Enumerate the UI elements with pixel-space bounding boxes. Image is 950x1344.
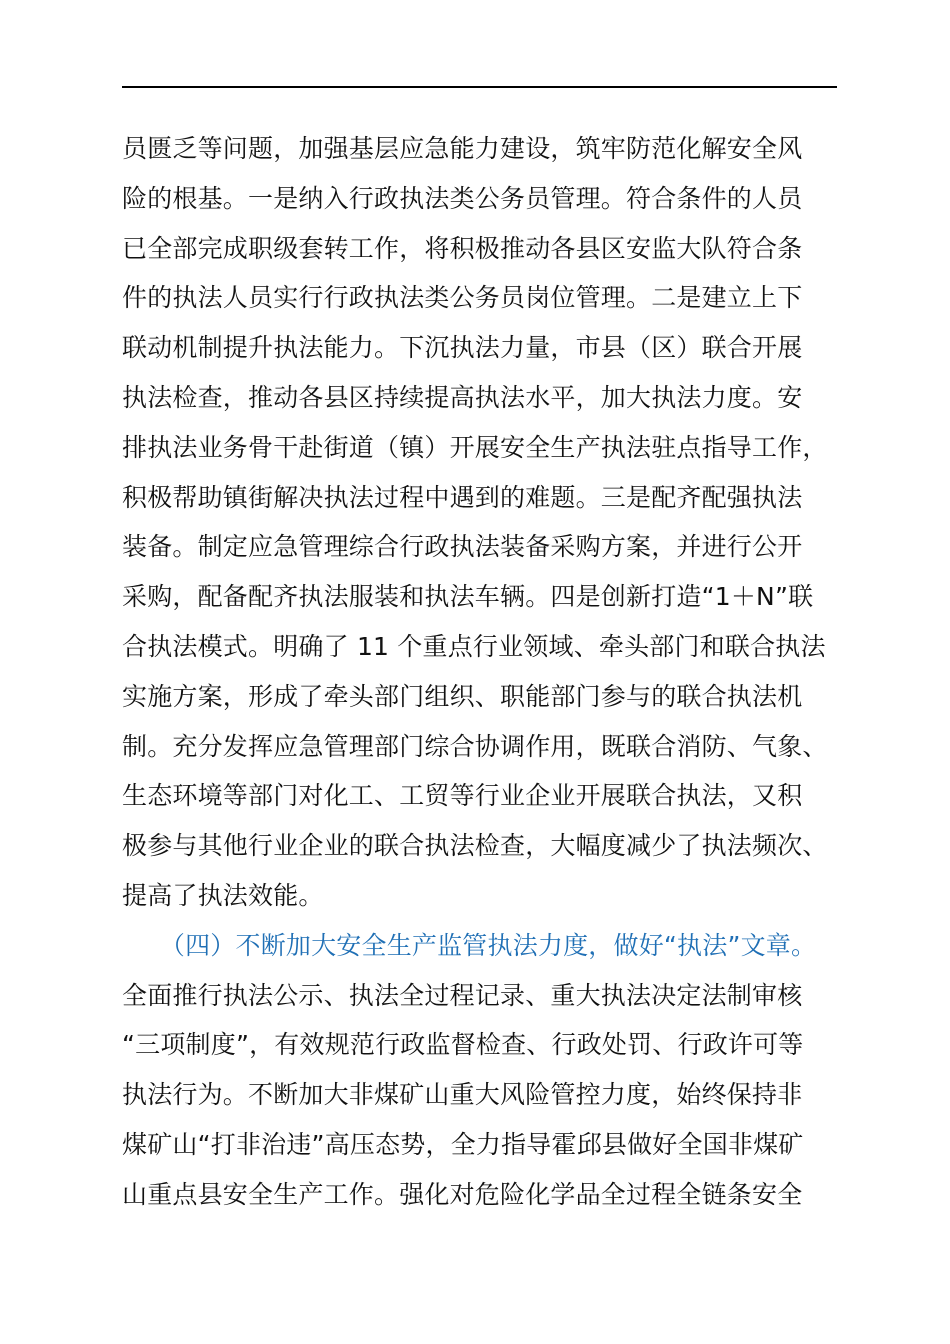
text-line: 全面推行执法公示、执法全过程记录、重大执法决定法制审核: [122, 980, 803, 1010]
text-line: 员匮乏等问题，加强基层应急能力建设，筑牢防范化解安全风: [122, 134, 803, 163]
section-heading: （四）不断加大安全生产监管执法力度，做好“执法”文章。: [122, 930, 817, 960]
text-line: 合执法模式。明确了 11 个重点行业领域、牵头部门和联合执法: [122, 631, 826, 661]
text-line: 制。充分发挥应急管理部门综合协调作用，既联合消防、气象、: [122, 731, 828, 761]
text-line: 装备。制定应急管理综合行政执法装备采购方案，并进行公开: [122, 532, 803, 562]
text-line: 已全部完成职级套转工作，将积极推动各县区安监大队符合条: [122, 233, 803, 263]
text-line: 积极帮助镇街解决执法过程中遇到的难题。三是配齐配强执法: [122, 482, 803, 512]
text-line: 执法行为。不断加大非煤矿山重大风险管控力度，始终保持非: [122, 1080, 803, 1110]
text-line: 联动机制提升执法能力。下沉执法力量，市县（区）联合开展: [122, 333, 803, 363]
text-line: 实施方案，形成了牵头部门组织、职能部门参与的联合执法机: [122, 681, 803, 711]
text-line: 极参与其他行业企业的联合执法检查，大幅度减少了执法频次、: [122, 831, 828, 861]
text-line: 险的根基。一是纳入行政执法类公务员管理。符合条件的人员: [122, 183, 803, 213]
text-line: 件的执法人员实行行政执法类公务员岗位管理。二是建立上下: [122, 283, 803, 313]
header-rule: [122, 86, 837, 88]
text-line: 生态环境等部门对化工、工贸等行业企业开展联合执法，又积: [122, 781, 803, 811]
text-line: 采购，配备配齐执法服装和执法车辆。四是创新打造“1＋N”联: [122, 582, 814, 612]
text-line: 排执法业务骨干赴街道（镇）开展安全生产执法驻点指导工作，: [122, 432, 828, 462]
text-line: 执法检查，推动各县区持续提高执法水平，加大执法力度。安: [122, 382, 803, 412]
document-body: [122, 124, 864, 1220]
text-line: “三项制度”，有效规范行政监督检查、行政处罚、行政许可等: [122, 1030, 804, 1060]
text-line: 山重点县安全生产工作。强化对危险化学品全过程全链条安全: [122, 1179, 803, 1209]
text-line: 提高了执法效能。: [122, 880, 324, 910]
text-line: 煤矿山“打非治违”高压态势，全力指导霍邱县做好全国非煤矿: [122, 1129, 804, 1159]
